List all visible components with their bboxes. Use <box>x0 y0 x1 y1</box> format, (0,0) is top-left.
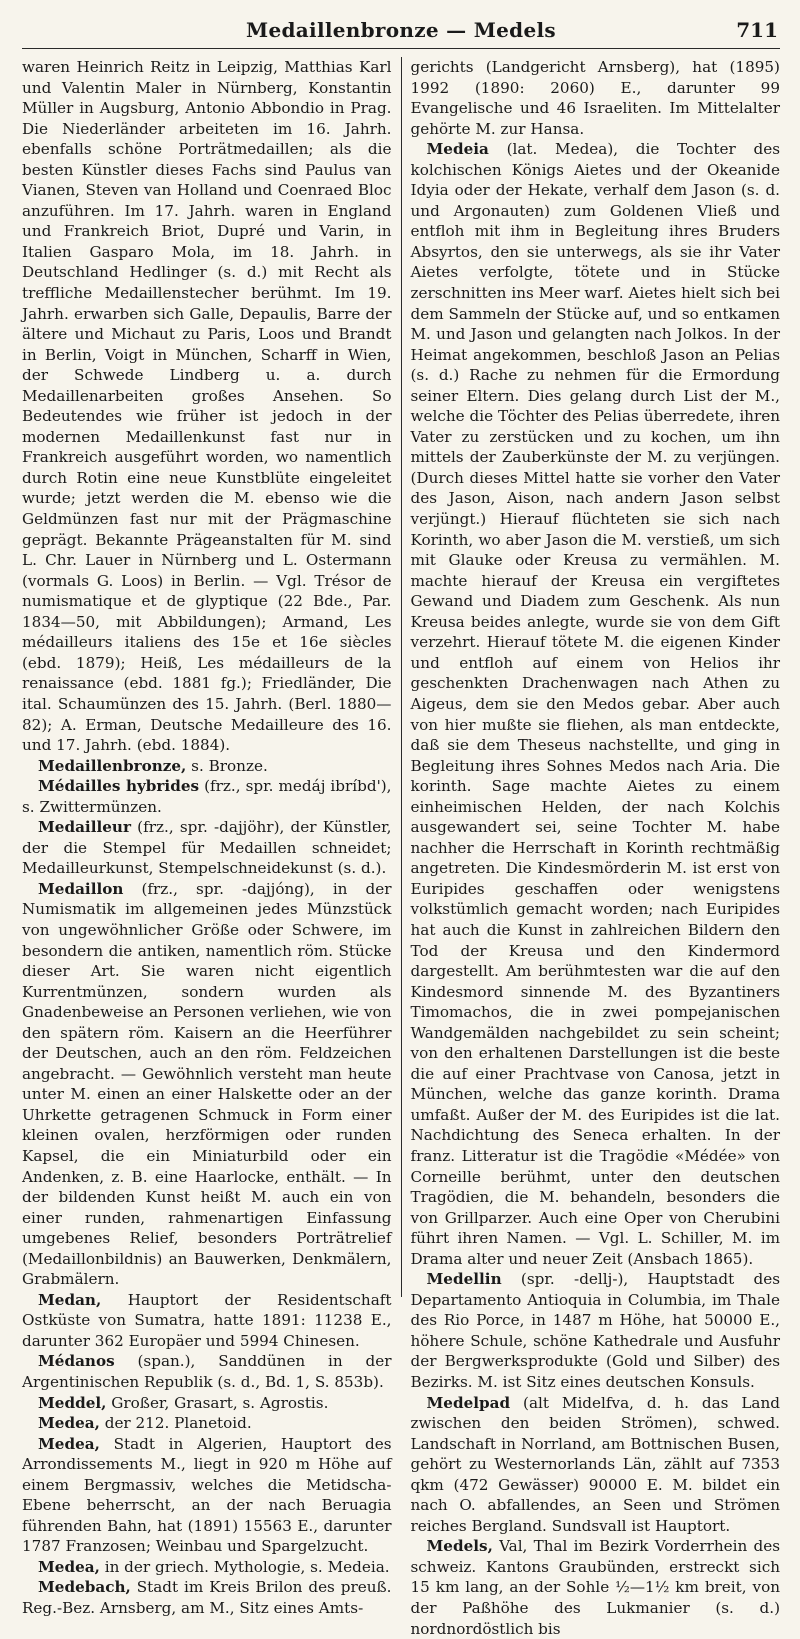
entry-headword: Medeia <box>426 140 489 159</box>
dictionary-entry <box>22 1557 392 1578</box>
dictionary-entry <box>22 1577 392 1618</box>
entry-text: (span.), Sanddünen in der Argentinischen Republik (s. d., Bd. 1, S. 853b). <box>22 1352 392 1391</box>
entry-headword: Medels, <box>426 1537 493 1556</box>
entry-text: waren Heinrich Reitz in Leipzig, Matthias Karl und Valentin Maler in Nürnberg, Konstantin Müller in Augsburg, Antonio Abbondio in Prag. Die Niederländer arbeiteten im 16. Jahrh. ebenfalls schöne Porträtmedaillen; als die besten Künstler dieses Fachs sind Paulus van Vianen, Steven van Holland und Coenraed Bloc anzuführen. Im 17. Jahrh. waren in England und Frankreich Briot, Dupré und Varin, in Italien Gasparo Mola, im 18. Jahrh. in Deutschland Hedlinger (s. d.) mit Recht als treffliche Medaillenstecher berühmt. Im 19. Jahrh. erwarben sich Galle, Depaulis, Barre der ältere und Michaut zu Paris, Loos und Brandt in Berlin, Voigt in München, Scharff in Wien, der Schwede Lindberg u. a. durch Medaillenarbeiten großes Ansehen. So Bedeutendes wie früher ist jedoch in der modernen Medaillenkunst fast nur in Frankreich ausgeführt worden, wo namentlich durch Rotin eine neue Kunstblüte eingeleitet wurde; jetzt werden die M. ebenso wie die Geldmünzen fast nur mit der Prägmaschine geprägt. Bekannte Prägeanstalten für M. sind L. Chr. Lauer in Nürnberg und L. Ostermann (vormals G. Loos) in Berlin. — Vgl. Trésor de numismatique et de glyptique (22 Bde., Par. 1834—50, mit Abbildungen); Armand, Les médailleurs italiens des 15e et 16e siècles (ebd. 1879); Heiß, Les médailleurs de la renaissance (ebd. 1881 fg.); Friedländer, Die ital. Schaumünzen des 15. Jahrh. (Berl. 1880—82); A. Erman, Deutsche Medailleure des 16. und 17. Jahrh. (ebd. 1884). <box>22 58 392 755</box>
entry-text: (lat. Medea), die Tochter des kolchischen Königs Aietes und der Okeanide Idyia oder der Hekate, verhalf dem Jason (s. d. und Argonauten) zum Goldenen Vließ und entfloh mit ihm in Begleitung ihres Bruders Absyrtos, den sie unterwegs, als sie ihr Vater Aietes verfolgte, tötete und in Stücke zerschnitten ins Meer warf. Aietes hielt sich bei dem Sammeln der Stücke auf, und so entkamen M. und Jason und gelangten nach Jolkos. In der Heimat angekommen, beschloß Jason an Pelias (s. d.) Rache zu nehmen für die Ermordung seiner Eltern. Dies gelang durch List der M., welche die Töchter des Pelias überredete, ihren Vater zu zerstücken und zu kochen, um ihn mittels der Zauberkünste der M. zu verjüngen. (Durch dieses Mittel hatte sie vorher den Vater des Jason, Aison, nach andern Jason selbst verjüngt.) Hierauf flüchteten sie sich nach Korinth, wo aber Jason die M. verstieß, um sich mit Glauke oder Kreusa zu vermählen. M. machte hierauf der Kreusa ein vergiftetes Gewand und Diadem zum Geschenk. Als nun Kreusa beides anlegte, wurde sie von dem Gift verzehrt. Hierauf tötete M. die eigenen Kinder und entfloh auf einem von Helios ihr geschenkten Drachenwagen nach Athen zu Aigeus, dem sie den Medos gebar. Aber auch von hier mußte sie fliehen, als man entdeckte, daß sie dem Theseus nachstellte, und ging in Begleitung ihres Sohnes Medos nach Aria. Die korinth. Sage machte Aietes zu einem einheimischen Helden, der nach Kolchis ausgewandert sei, seine Tochter M. habe nachher die Herrschaft in Korinth rechtmäßig angetreten. Die Kindesmörderin M. ist erst von Euripides geschaffen oder wenigstens volkstümlich gemacht worden; nach Euripides hat auch die Kunst in zahlreichen Bildern den Tod der Kreusa und den Kindermord dargestellt. Am berühmtesten war die auf den Kindesmord sinnende M. des Byzantiners Timomachos, die in zwei pompejanischen Wandgemälden nachgebildet zu sein scheint; von den erhaltenen Darstellungen ist die beste die auf einer Prachtvase von Canosa, jetzt in München, welche das ganze korinth. Drama umfaßt. Außer der M. des Euripides ist die lat. Nachdichtung des Seneca erhalten. In der franz. Litteratur ist die Tragödie «Médée» von Corneille berühmt, unter den deutschen Tragödien, die M. behandeln, besonders die von Grillparzer. Auch eine Oper von Cherubini führt ihren Namen. — Vgl. L. Schiller, M. im Drama alter und neuer Zeit (Ansbach 1865). <box>410 140 780 1268</box>
entry-headword: Meddel, <box>38 1393 107 1412</box>
entry-text: Großer, Grasart, s. Agrostis. <box>106 1393 329 1412</box>
page-number: 711 <box>736 18 778 42</box>
entry-headword: Medan, <box>38 1290 102 1309</box>
dictionary-entry <box>411 1393 781 1537</box>
dictionary-entry <box>22 1351 392 1392</box>
dictionary-entry <box>22 1393 392 1414</box>
left-column <box>22 57 392 1618</box>
page-header <box>22 14 780 49</box>
entry-headword: Medea, <box>38 1434 100 1453</box>
entry-headword: Médanos <box>38 1352 115 1371</box>
dictionary-entry <box>22 817 392 879</box>
column-divider <box>401 57 402 1297</box>
entry-text: Val, Thal im Bezirk Vorderrhein des schweiz. Kantons Graubünden, erstreckt sich 15 km lang, an der Sohle ½—1½ km breit, von der Paßhöhe des Lukmanier (s. d.) nordnordöstlich bis <box>410 1537 780 1638</box>
text-columns <box>22 57 780 1638</box>
entry-headword: Medea, <box>38 1414 100 1433</box>
entry-headword: Médailles hybrides <box>38 777 200 796</box>
dictionary-entry <box>22 1290 392 1352</box>
entry-text: (frz., spr. -dajjóng), in der Numismatik im allgemeinen jedes Münzstück von ungewöhnlicher Größe oder Schwere, im besondern die antiken, namentlich röm. Stücke dieser Art. Sie waren nicht eigentlich Kurrentmünzen, sondern wurden als Gnadenbeweise an Personen verliehen, wie von den spätern röm. Kaisern an die Heerführer der Deutschen, auch an den röm. Feldzeichen angebracht. — Gewöhnlich versteht man heute unter M. einen an einer Halskette oder an der Uhrkette getragenen Schmuck in Form einer kleinen ovalen, herzförmigen oder runden Kapsel, die ein Miniaturbild oder ein Andenken, z. B. eine Haarlocke, enthält. — In der bildenden Kunst heißt M. auch ein von einer runden, rahmenartigen Einfassung umgebenes Relief, besonders Porträtrelief (Medaillonbildnis) an Bauwerken, Denkmälern, Grabmälern. <box>22 879 392 1289</box>
entry-text: (frz., spr. medáj ibríbd'), s. Zwittermünzen. <box>22 777 392 816</box>
dictionary-entry <box>22 756 392 777</box>
entry-text: Hauptort der Residentschaft Ostküste von Sumatra, hatte 1891: 11238 E., darunter 362 Europäer und 5994 Chinesen. <box>22 1290 392 1350</box>
entry-text: Stadt im Kreis Brilon des preuß. Reg.-Bez. Arnsberg, am M., Sitz eines Amts- <box>22 1578 392 1618</box>
dictionary-entry <box>411 1536 781 1639</box>
entry-text: (spr. -dellj-), Hauptstadt des Departamento Antioquia in Columbia, im Thale des Rio Porce, in 1487 m Höhe, hat 50000 E., höhere Schule, schöne Kathedrale und Ausfuhr der Bergwerksprodukte (Gold und Silber) des Bezirks. M. ist Sitz eines deutschen Konsuls. <box>410 1270 780 1391</box>
entry-headword: Medaillenbronze, <box>38 756 187 775</box>
entry-text: Stadt in Algerien, Hauptort des Arrondissements M., liegt in 920 m Höhe auf einem Bergmassiv, welches die Metidscha-Ebene beherrscht, an der nach Beruagia führenden Bahn, hat (1891) 15563 E., darunter 1787 Franzosen; Weinbau und Spargelzucht. <box>22 1434 392 1556</box>
dictionary-entry <box>411 1269 781 1392</box>
right-column <box>410 57 781 1638</box>
entry-headword: Medailleur <box>38 818 131 837</box>
running-title: Medaillenbronze — Medels <box>246 18 556 42</box>
dictionary-entry <box>22 879 392 1290</box>
dictionary-entry <box>22 1413 392 1434</box>
entry-headword: Medea, <box>38 1557 100 1576</box>
dictionary-entry <box>411 57 781 139</box>
dictionary-entry <box>22 57 392 756</box>
dictionary-entry <box>22 1434 392 1557</box>
entry-text: (frz., spr. -dajjöhr), der Künstler, der die Stempel für Medaillen schneidet; Medailleurkunst, Stempelschneidekunst (s. d.). <box>22 818 392 878</box>
dictionary-entry <box>22 776 392 817</box>
entry-text: in der griech. Mythologie, s. Medeia. <box>99 1557 390 1576</box>
entry-headword: Medebach, <box>38 1578 131 1597</box>
entry-headword: Medellin <box>426 1270 502 1289</box>
entry-text: (alt Midelfva, d. h. das Land zwischen den beiden Strömen), schwed. Landschaft in Norrland, am Bottnischen Busen, gehört zu Westernorlands Län, zählt auf 7353 qkm (472 Gewässer) 90000 E. M. bildet ein nach O. abfallendes, an Seen und Strömen reiches Bergland. Sundsvall ist Hauptort. <box>410 1393 780 1535</box>
dictionary-entry <box>411 139 781 1269</box>
entry-headword: Medaillon <box>38 879 124 898</box>
entry-text: gerichts (Landgericht Arnsberg), hat (1895) 1992 (1890: 2060) E., darunter 99 Evangelische und 46 Israeliten. Im Mittelalter gehörte M. zur Hansa. <box>410 58 780 138</box>
entry-text: s. Bronze. <box>186 756 268 775</box>
entry-headword: Medelpad <box>426 1393 511 1412</box>
entry-text: der 212. Planetoid. <box>99 1414 252 1433</box>
